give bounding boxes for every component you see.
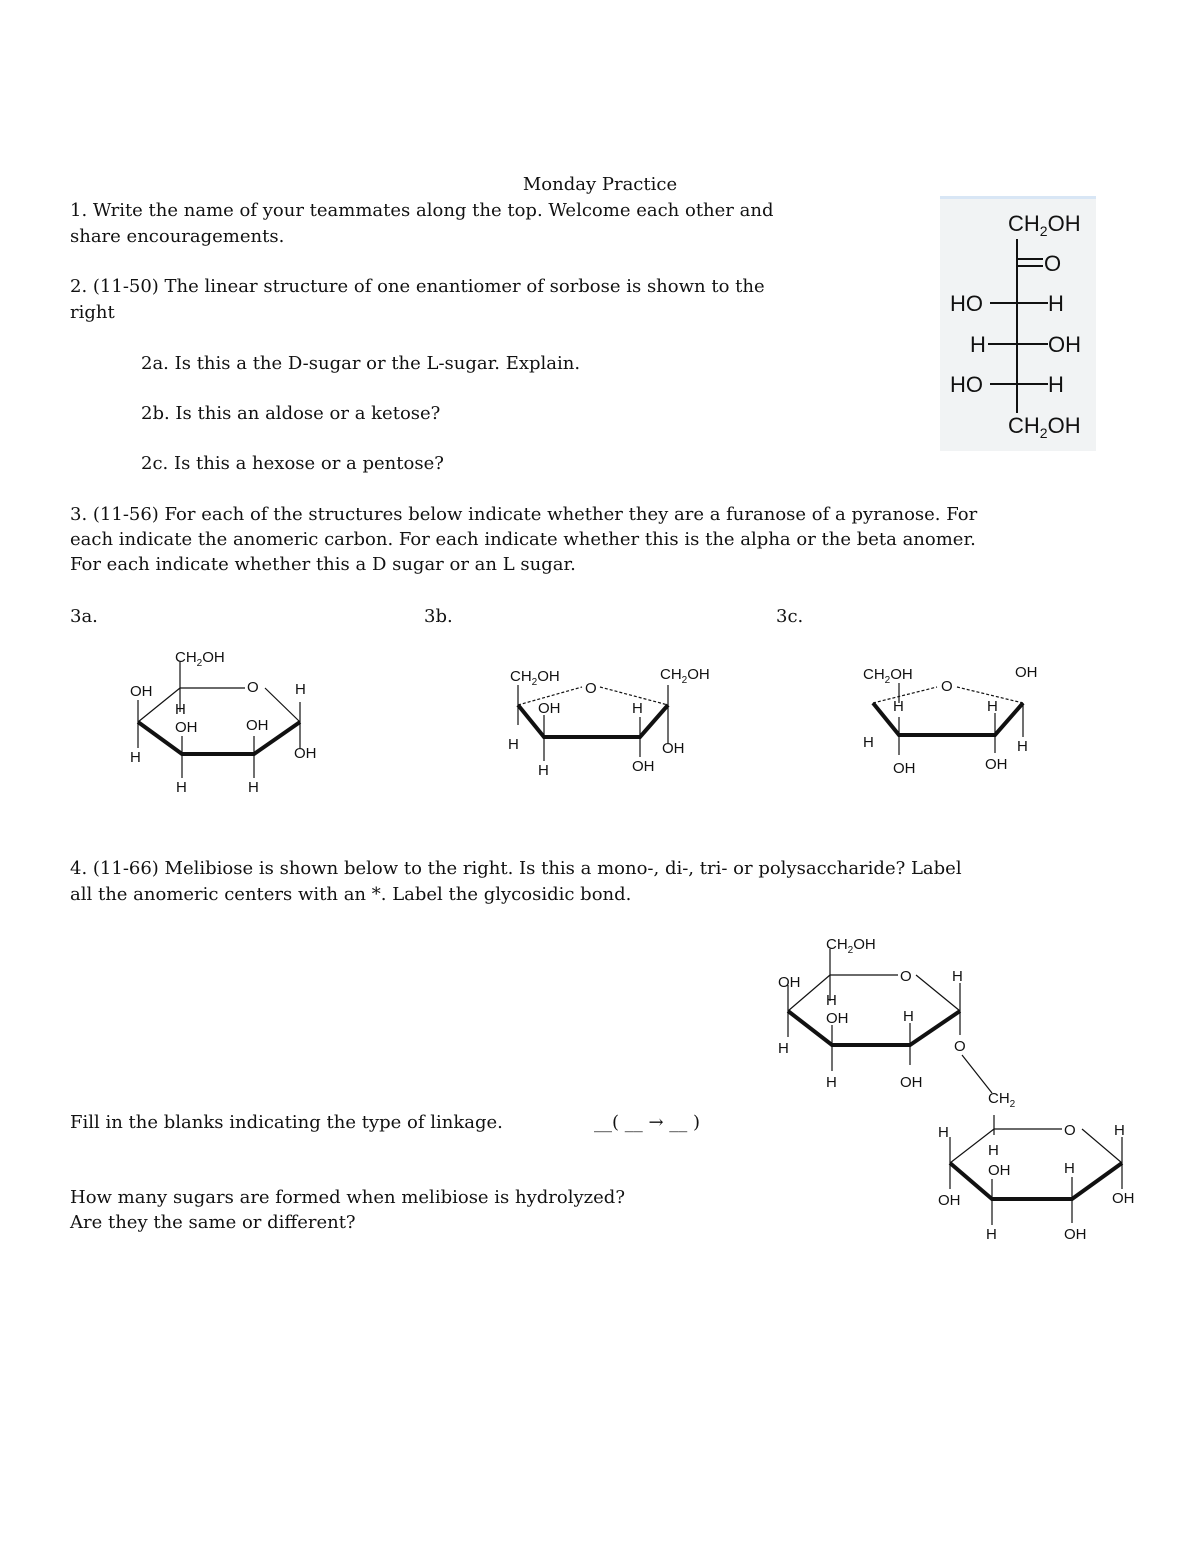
mel-lower-ring-oxygen: O [1064,1122,1076,1139]
structure-3b-svg [500,655,740,780]
3a-h-c5: H [130,749,141,766]
question-4-line-1: 4. (11-66) Melibiose is shown below to the right. Is this a mono-, di-, tri- or polysaccharide? Label [70,858,962,879]
3c-oh-c2: OH [985,756,1008,773]
3c-h-c3: H [863,734,874,751]
mel-glycosidic-oxygen: O [954,1038,966,1055]
structure-3a-svg [120,640,350,800]
sorbose-fischer-projection [940,196,1096,451]
3c-ring-oxygen: O [941,678,953,695]
ring-oxygen: O [247,679,259,696]
3a-oh-c3: OH [175,719,198,736]
mel-lower-oh-c3: OH [988,1162,1011,1179]
question-2-line-2: right [70,302,115,323]
fischer-svg [940,199,1096,451]
3a-oh-c1: OH [294,745,317,762]
fischer-row-1-left: HO [950,291,983,316]
question-1-line-2: share encouragements. [70,226,285,247]
fischer-bottom-label: $CH_2OH$ [1008,413,1081,441]
structure-3c-furanose [855,655,1055,780]
structure-3c-svg [855,655,1055,780]
hydrolysis-question-2: Are they the same or different? [70,1212,356,1233]
3b-ring-oxygen: O [585,680,597,697]
label-3a: 3a. [70,606,98,627]
melibiose-svg [770,925,1150,1255]
3a-h-c2: H [248,779,259,796]
3b-oh-c3: OH [538,700,561,717]
3b-h-c3: H [538,762,549,779]
question-4-line-2: all the anomeric centers with an *. Label the glycosidic bond. [70,884,632,905]
3a-h-c1: H [295,681,306,698]
mel-upper-oh-c4: OH [778,974,801,991]
mel-upper-h-c1: H [952,968,963,985]
3a-h-c4: H [175,701,186,718]
mel-upper-oh-c2: OH [900,1074,923,1091]
question-2c: 2c. Is this a hexose or a pentose? [141,453,444,474]
mel-lower-oh-c1: OH [1112,1190,1135,1207]
mel-lower-h-c1: H [1114,1122,1125,1139]
3c-oh-top: OH [1015,664,1038,681]
label-3b: 3b. [424,606,453,627]
fischer-row-2-left: H [970,332,986,357]
question-2a: 2a. Is this a the D-sugar or the L-sugar. Explain. [141,353,581,374]
fill-in-linkage-blanks[interactable]: __( __ → __ ) [594,1112,701,1133]
label-3c: 3c. [776,606,804,627]
mel-lower-h-c5: H [988,1142,999,1159]
fischer-row-1-right: H [1048,291,1064,316]
fischer-row-3-left: HO [950,372,983,397]
page-title: Monday Practice [522,174,678,195]
3a-oh-c2: OH [246,717,269,734]
mel-lower-h-c2: H [1064,1160,1075,1177]
fill-in-linkage-label: Fill in the blanks indicating the type of linkage. [70,1112,503,1133]
svg-text:CH2OH: $CH_2OH$ [826,936,876,956]
mel-upper-h-c2: H [903,1008,914,1025]
svg-text:CH2OH: $CH_2OH$ [660,666,710,686]
mel-upper-ring-oxygen: O [900,968,912,985]
3c-h-c4: H [893,698,904,715]
mel-upper-h-c5: H [778,1040,789,1057]
3b-oh-c5: OH [662,740,685,757]
3b-oh-c4: OH [632,758,655,775]
3b-h-c2: H [508,736,519,753]
question-3-line-2: each indicate the anomeric carbon. For each indicate whether this is the alpha or the beta anomer. [70,529,976,550]
question-3-line-3: For each indicate whether this a D sugar or an L sugar. [70,554,576,575]
svg-text:CH2: $CH_2$ [988,1090,1016,1110]
mel-lower-h-c4: H [938,1124,949,1141]
mel-lower-h-c3: H [986,1226,997,1243]
fischer-carbonyl-o: O [1044,251,1062,276]
fischer-row-3-right: H [1048,372,1064,397]
3c-h-c1: H [987,698,998,715]
mel-lower-oh-c4: OH [938,1192,961,1209]
question-3-line-1: 3. (11-56) For each of the structures below indicate whether they are a furanose of a pyranose. For [70,504,978,525]
3c-h-c2: H [1017,738,1028,755]
fischer-top-label: $CH_2OH$ [1008,211,1081,239]
svg-text:CH2OH: $CH_2OH$ [510,668,560,688]
question-1-line-1: 1. Write the name of your teammates along the top. Welcome each other and [70,200,774,221]
fischer-row-2-right: OH [1048,332,1081,357]
hydrolysis-question-1: How many sugars are formed when melibiose is hydrolyzed? [70,1187,625,1208]
mel-upper-oh-c3: OH [826,1010,849,1027]
melibiose-structure [770,925,1150,1255]
question-2b: 2b. Is this an aldose or a ketose? [141,403,441,424]
mel-upper-h-c4: H [826,992,837,1009]
3b-h-c4: H [632,700,643,717]
structure-3a-pyranose [120,640,350,800]
mel-upper-h-c3: H [826,1074,837,1091]
question-2-line-1: 2. (11-50) The linear structure of one enantiomer of sorbose is shown to the [70,276,765,297]
3c-oh-c3: OH [893,760,916,777]
mel-lower-oh-c2: OH [1064,1226,1087,1243]
structure-3b-furanose [500,655,740,780]
3a-oh-c4: OH [130,683,153,700]
svg-text:CH2OH: $CH_2OH$ [175,649,225,669]
3a-h-c3: H [176,779,187,796]
svg-text:CH2OH: $CH_2OH$ [863,666,913,686]
